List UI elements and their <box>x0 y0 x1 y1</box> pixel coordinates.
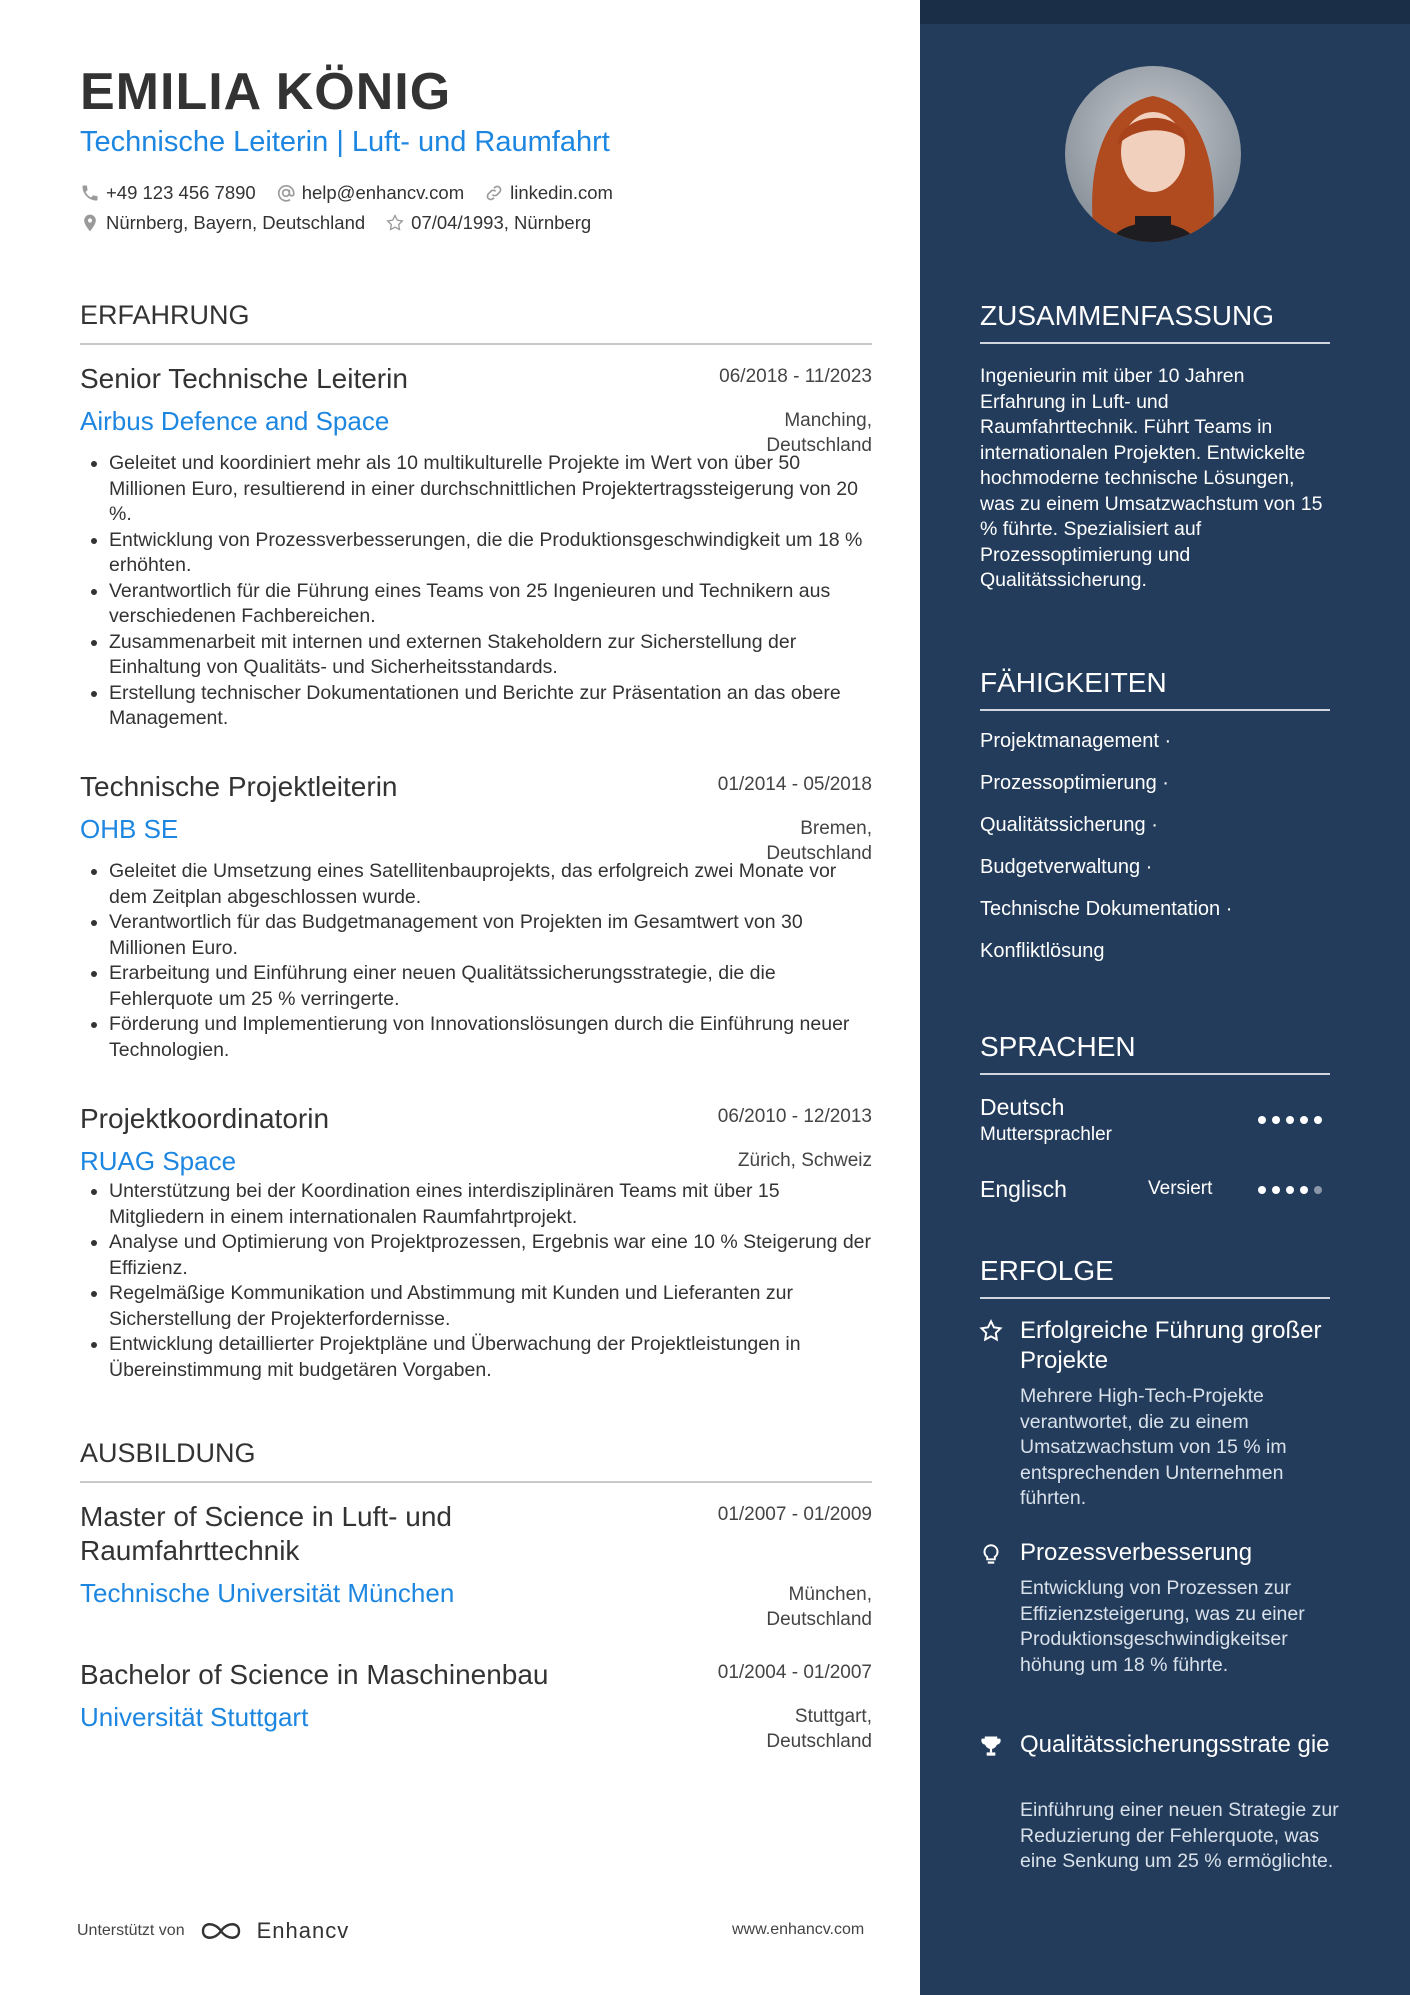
list-item: • Geleitet und koordiniert mehr als 10 multikulturelle Projekte im Wert von über 50 Millionen Euro, resultierend in einer durchschnittlichen Projektertragssteigerung von 20 %. <box>109 451 872 528</box>
footer-brand[interactable]: Enhancv <box>256 1918 350 1943</box>
at-icon <box>276 183 296 203</box>
list-item: • Förderung und Implementierung von Innovationslösungen durch die Einführung neuer Technologien. <box>109 1012 872 1063</box>
rating-dot <box>1286 1116 1294 1124</box>
achievement-title: Qualitätssicherungsstrate gie <box>1020 1731 1330 1758</box>
school-name[interactable]: Universität Stuttgart <box>80 1702 309 1732</box>
list-item: • Erarbeitung und Einführung einer neuen Qualitätssicherungsstrategie, die die Fehlerquote um 25 % verringerte. <box>109 961 872 1012</box>
achievement-desc: Mehrere High-Tech-Projekte verantwortet, die zu einem Umsatzwachstum von 15 % im entsprechenden Unternehmen führten. <box>1020 1385 1287 1509</box>
language-name: Deutsch <box>980 1094 1065 1120</box>
lightbulb-icon <box>978 1542 1004 1568</box>
language-name: Englisch <box>980 1176 1067 1202</box>
skill-item: Qualitätssicherung · <box>980 814 1158 836</box>
summary-text: Ingenieurin mit über 10 Jahren Erfahrung in Luft- und Raumfahrttechnik. Führt Teams in internationalen Projekten. Entwickelte hochmoderne technische Lösungen, was zu einem Umsatzwachstum von 15 % führte. Spezialisiert auf Prozessoptimierung und Qualitätssicherung. <box>980 365 1323 591</box>
sidebar-topbar <box>920 0 1410 24</box>
education-entry-2 <box>80 1658 872 1752</box>
skill-item: Konfliktlösung <box>980 940 1105 962</box>
job-location-line1: Bremen, <box>800 818 872 839</box>
job-location <box>766 816 872 866</box>
list-item: • Verantwortlich für die Führung eines Teams von 25 Ingenieuren und Technikern aus verschiedenen Fachbereichen. <box>109 579 872 630</box>
edu-location <box>766 1582 872 1632</box>
candidate-name: EMILIA KÖNIG <box>80 63 452 121</box>
job-location <box>766 408 872 458</box>
star-icon <box>978 1318 1004 1344</box>
degree-line1: Master of Science in Luft- und <box>80 1501 452 1532</box>
email-text: help@enhancv.com <box>301 182 465 203</box>
list-item: • Regelmäßige Kommunikation und Abstimmung mit Kunden und Lieferanten zur Sicherstellung der Projekterfordernisse. <box>109 1281 872 1332</box>
job-dates: 06/2018 - 11/2023 <box>719 366 872 387</box>
education-entry-1 <box>80 1500 872 1630</box>
school-name[interactable]: Technische Universität München <box>80 1578 455 1608</box>
job-bullets <box>80 859 872 1063</box>
star-outline-icon <box>385 213 405 233</box>
achievement-title: Erfolgreiche Führung großer Projekte <box>1020 1317 1322 1374</box>
birth-text: 07/04/1993, Nürnberg <box>411 212 592 233</box>
phone-icon <box>80 183 100 203</box>
avatar <box>1065 66 1241 242</box>
job-location-line1: Zürich, Schweiz <box>737 1150 872 1171</box>
rating-dot <box>1258 1116 1266 1124</box>
section-summary-heading: ZUSAMMENFASSUNG <box>980 300 1330 344</box>
list-item: • Entwicklung detaillierter Projektpläne und Überwachung der Projektleistungen in Übereinstimmung mit budgetären Vorgaben. <box>109 1332 872 1383</box>
achievement-desc: Entwicklung von Prozessen zur Effizienzsteigerung, was zu einer Produktionsgeschwindigkeitser höhung um 18 % führte. <box>1020 1577 1305 1676</box>
job-bullets <box>80 451 872 732</box>
edu-location-line1: München, <box>788 1584 872 1605</box>
link-icon <box>484 183 504 203</box>
job-title: Technische Projektleiterin <box>80 771 398 802</box>
location-pin-icon <box>80 213 100 233</box>
contact-row-2 <box>80 212 591 234</box>
language-level: Muttersprachler <box>980 1124 1112 1145</box>
rating-dot <box>1300 1116 1308 1124</box>
section-skills-heading: FÄHIGKEITEN <box>980 667 1330 711</box>
job-location-line1: Manching, <box>784 410 872 431</box>
section-experience-heading: ERFAHRUNG <box>80 300 872 345</box>
section-education-heading: AUSBILDUNG <box>80 1438 872 1483</box>
contact-phone <box>80 182 256 204</box>
rating-dot <box>1272 1116 1280 1124</box>
language-rating <box>1258 1116 1322 1124</box>
rating-dot <box>1314 1116 1322 1124</box>
list-item: • Erstellung technischer Dokumentationen und Berichte zur Präsentation an das obere Management. <box>109 681 872 732</box>
candidate-title: Technische Leiterin | Luft- und Raumfahrt <box>80 126 610 158</box>
skill-item: Prozessoptimierung · <box>980 772 1169 794</box>
section-achievements-heading: ERFOLGE <box>980 1255 1330 1299</box>
company-name[interactable]: OHB SE <box>80 814 179 844</box>
edu-location-line2: Deutschland <box>766 1731 872 1752</box>
job-dates: 01/2014 - 05/2018 <box>717 774 872 795</box>
edu-dates: 01/2007 - 01/2009 <box>717 1504 872 1525</box>
edu-location <box>766 1704 872 1754</box>
contact-email[interactable] <box>276 182 464 204</box>
contact-row-1 <box>80 182 613 204</box>
edu-location-line2: Deutschland <box>766 1609 872 1630</box>
list-item: • Geleitet die Umsetzung eines Satellitenbauprojekts, das erfolgreich zwei Monate vor dem Zeitplan abgeschlossen wurde. <box>109 859 872 910</box>
list-item: • Zusammenarbeit mit internen und externen Stakeholdern zur Sicherstellung der Einhaltung von Qualitäts- und Sicherheitsstandards. <box>109 630 872 681</box>
company-name[interactable]: Airbus Defence and Space <box>80 406 390 436</box>
experience-entry-1 <box>80 362 872 732</box>
experience-entry-3 <box>80 1102 872 1383</box>
location-text: Nürnberg, Bayern, Deutschland <box>106 212 366 233</box>
skill-item: Projektmanagement · <box>980 730 1172 752</box>
enhancv-logo-icon <box>197 1918 245 1944</box>
edu-dates: 01/2004 - 01/2007 <box>717 1662 872 1683</box>
job-location-line2: Deutschland <box>766 843 872 864</box>
rating-dot <box>1258 1186 1266 1194</box>
rating-dot <box>1272 1186 1280 1194</box>
experience-entry-2 <box>80 770 872 1063</box>
achievement-desc: Einführung einer neuen Strategie zur Reduzierung der Fehlerquote, was eine Senkung um 25 % ermöglichte. <box>1020 1799 1339 1872</box>
achievement-title: Prozessverbesserung <box>1020 1539 1253 1566</box>
contact-link[interactable] <box>484 182 613 204</box>
degree-line2: Raumfahrttechnik <box>80 1535 300 1566</box>
language-rating <box>1258 1186 1322 1194</box>
footer-url[interactable]: www.enhancv.com <box>732 1921 865 1938</box>
contact-location <box>80 212 365 234</box>
link-text: linkedin.com <box>510 182 613 203</box>
job-location <box>738 1148 872 1173</box>
list-item: • Entwicklung von Prozessverbesserungen, die die Produktionsgeschwindigkeit um 18 % erhöhten. <box>109 528 872 579</box>
job-title: Projektkoordinatorin <box>80 1103 330 1134</box>
list-item: • Analyse und Optimierung von Projektprozessen, Ergebnis war eine 10 % Steigerung der Effizienz. <box>109 1230 872 1281</box>
company-name[interactable]: RUAG Space <box>80 1146 237 1176</box>
footer-powered-text: Unterstützt von <box>77 1922 185 1939</box>
rating-dot <box>1314 1186 1322 1194</box>
list-item: • Unterstützung bei der Koordination eines interdisziplinären Teams mit über 15 Mitgliedern in einem internationalen Raumfahrtprojekt. <box>109 1179 872 1230</box>
rating-dot <box>1286 1186 1294 1194</box>
contact-birth <box>385 212 591 234</box>
edu-location-line1: Stuttgart, <box>794 1706 872 1727</box>
rating-dot <box>1300 1186 1308 1194</box>
job-dates: 06/2010 - 12/2013 <box>717 1106 872 1127</box>
list-item: • Verantwortlich für das Budgetmanagement von Projekten im Gesamtwert von 30 Millionen Euro. <box>109 910 872 961</box>
degree-title: Bachelor of Science in Maschinenbau <box>80 1659 549 1690</box>
skill-item: Technische Dokumentation · <box>980 898 1233 920</box>
skill-item: Budgetverwaltung · <box>980 856 1153 878</box>
language-level: Versiert <box>1148 1178 1213 1199</box>
phone-text: +49 123 456 7890 <box>106 182 256 203</box>
section-languages-heading: SPRACHEN <box>980 1031 1330 1075</box>
trophy-icon <box>978 1734 1004 1760</box>
avatar-photo <box>1065 66 1241 242</box>
job-bullets <box>80 1179 872 1383</box>
job-location-line2: Deutschland <box>766 435 872 456</box>
footer-powered-by <box>77 1918 349 1944</box>
job-title: Senior Technische Leiterin <box>80 363 408 394</box>
